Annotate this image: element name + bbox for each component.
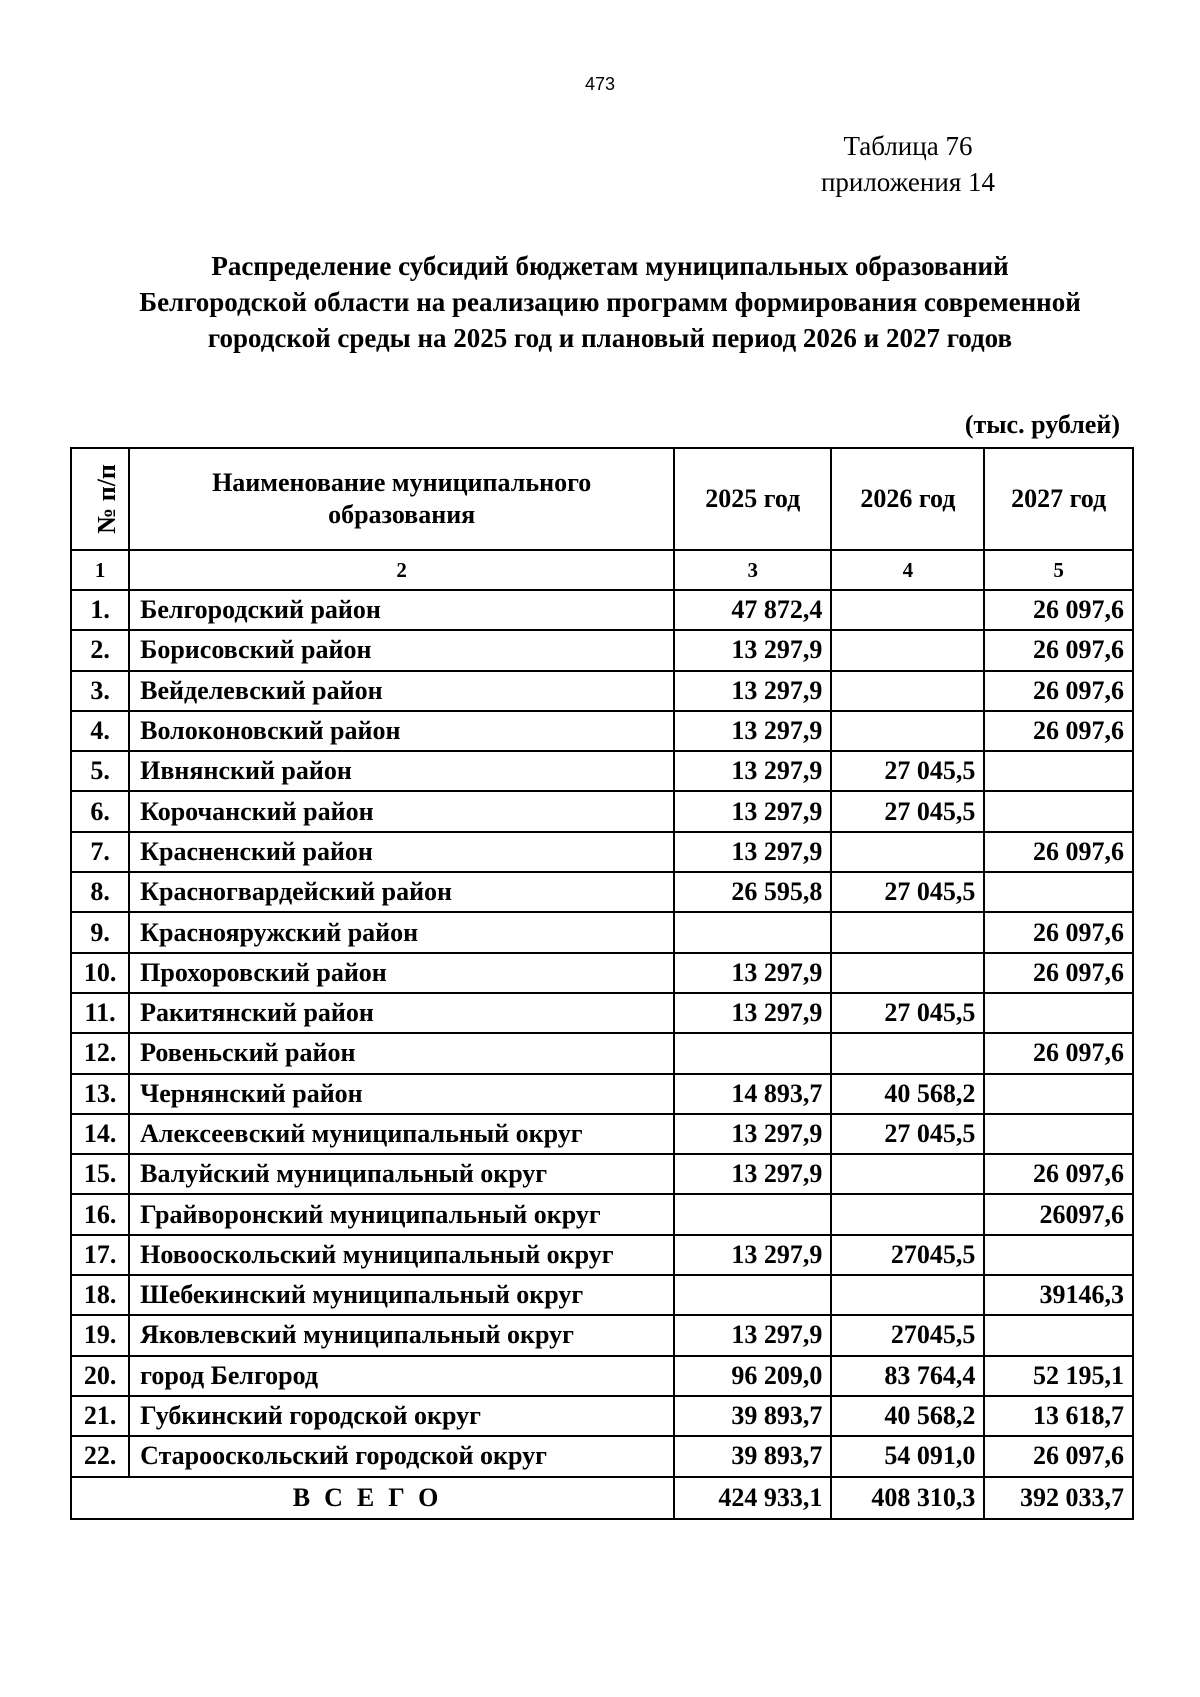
table-row (71, 630, 1133, 670)
table-row (71, 1315, 1133, 1355)
row-name: Алексеевский муниципальный округ (129, 1114, 674, 1154)
row-number: 21. (71, 1396, 129, 1436)
row-value-2026: 40 568,2 (831, 1074, 984, 1114)
row-number: 3. (71, 671, 129, 711)
table-row (71, 1396, 1133, 1436)
row-value-2027: 52 195,1 (984, 1356, 1133, 1396)
row-number: 16. (71, 1194, 129, 1234)
header-row (71, 448, 1133, 550)
row-number: 6. (71, 791, 129, 831)
row-name: Яковлевский муниципальный округ (129, 1315, 674, 1355)
row-name: Ивнянский район (129, 751, 674, 791)
subsidy-table (70, 447, 1134, 1520)
row-value-2026 (831, 1033, 984, 1073)
row-number: 14. (71, 1114, 129, 1154)
row-value-2026: 83 764,4 (831, 1356, 984, 1396)
row-value-2027: 39146,3 (984, 1275, 1133, 1315)
header-name (129, 448, 674, 550)
table-row (71, 1275, 1133, 1315)
row-value-2025: 13 297,9 (674, 711, 831, 751)
row-name: Корочанский район (129, 791, 674, 831)
row-name: город Белгород (129, 1356, 674, 1396)
row-value-2026: 40 568,2 (831, 1396, 984, 1436)
row-name: Белгородский район (129, 590, 674, 630)
row-name: Новооскольский муниципальный округ (129, 1235, 674, 1275)
column-number: 5 (984, 550, 1133, 590)
row-value-2027 (984, 872, 1133, 912)
table-row (71, 671, 1133, 711)
table-row (71, 1194, 1133, 1234)
table-row (71, 751, 1133, 791)
row-value-2026: 27 045,5 (831, 791, 984, 831)
row-value-2027: 26 097,6 (984, 711, 1133, 751)
column-number: 1 (71, 550, 129, 590)
column-numbers-row (71, 550, 1133, 590)
table-row (71, 711, 1133, 751)
row-value-2025: 13 297,9 (674, 1235, 831, 1275)
row-number: 1. (71, 590, 129, 630)
table-row (71, 1074, 1133, 1114)
table-row (71, 1114, 1133, 1154)
row-value-2026: 27 045,5 (831, 1114, 984, 1154)
row-value-2027: 26 097,6 (984, 1154, 1133, 1194)
table-row (71, 791, 1133, 831)
row-value-2025: 39 893,7 (674, 1436, 831, 1476)
header-2025: 2025 год (674, 448, 831, 550)
row-value-2027 (984, 791, 1133, 831)
row-value-2025: 39 893,7 (674, 1396, 831, 1436)
row-number: 2. (71, 630, 129, 670)
row-value-2027 (984, 1235, 1133, 1275)
table-reference (821, 128, 995, 200)
row-value-2025: 14 893,7 (674, 1074, 831, 1114)
row-number: 18. (71, 1275, 129, 1315)
row-value-2025: 13 297,9 (674, 1114, 831, 1154)
row-value-2026 (831, 630, 984, 670)
table-row (71, 872, 1133, 912)
row-value-2027: 26 097,6 (984, 671, 1133, 711)
row-value-2026 (831, 953, 984, 993)
row-value-2026 (831, 1194, 984, 1234)
title-line2: Белгородской области на реализацию программ формирования современной (139, 287, 1081, 317)
total-label: ВСЕГО (71, 1477, 674, 1519)
header-2026: 2026 год (831, 448, 984, 550)
row-number: 12. (71, 1033, 129, 1073)
row-value-2026: 27 045,5 (831, 872, 984, 912)
row-value-2025: 13 297,9 (674, 832, 831, 872)
row-name: Ровеньский район (129, 1033, 674, 1073)
column-number: 4 (831, 550, 984, 590)
row-value-2027: 26 097,6 (984, 912, 1133, 952)
row-value-2025: 13 297,9 (674, 953, 831, 993)
row-number: 9. (71, 912, 129, 952)
row-value-2026: 27 045,5 (831, 751, 984, 791)
row-value-2027 (984, 1074, 1133, 1114)
row-value-2027: 26 097,6 (984, 590, 1133, 630)
row-name: Губкинский городской округ (129, 1396, 674, 1436)
row-number: 19. (71, 1315, 129, 1355)
row-name: Грайворонский муниципальный округ (129, 1194, 674, 1234)
row-value-2026 (831, 1275, 984, 1315)
row-value-2027: 26 097,6 (984, 1033, 1133, 1073)
row-value-2027: 26097,6 (984, 1194, 1133, 1234)
table-row (71, 912, 1133, 952)
row-value-2025: 13 297,9 (674, 1154, 831, 1194)
row-value-2026 (831, 1154, 984, 1194)
row-number: 5. (71, 751, 129, 791)
row-value-2025 (674, 1033, 831, 1073)
row-name: Чернянский район (129, 1074, 674, 1114)
row-value-2025 (674, 912, 831, 952)
table-ref-line2: приложения 14 (820, 167, 995, 197)
header-name-line1: Наименование муниципального (212, 468, 592, 497)
row-number: 11. (71, 993, 129, 1033)
table-row (71, 1356, 1133, 1396)
table-ref-line1: Таблица 76 (843, 131, 973, 161)
row-number: 13. (71, 1074, 129, 1114)
row-value-2026: 27045,5 (831, 1315, 984, 1355)
row-value-2027 (984, 1315, 1133, 1355)
row-value-2025: 96 209,0 (674, 1356, 831, 1396)
total-2027: 392 033,7 (984, 1477, 1133, 1519)
table-row (71, 953, 1133, 993)
table-row (71, 1235, 1133, 1275)
row-name: Волоконовский район (129, 711, 674, 751)
header-number-label: № п/п (91, 464, 121, 534)
row-value-2026: 27045,5 (831, 1235, 984, 1275)
column-number: 3 (674, 550, 831, 590)
table-row (71, 832, 1133, 872)
title-line1: Распределение субсидий бюджетам муниципальных образований (211, 251, 1009, 281)
table-row (71, 1033, 1133, 1073)
row-value-2027: 26 097,6 (984, 1436, 1133, 1476)
page-number: 473 (584, 74, 616, 94)
header-name-line2: образования (328, 500, 476, 529)
table-row (71, 1436, 1133, 1476)
row-value-2026 (831, 590, 984, 630)
row-value-2027 (984, 993, 1133, 1033)
row-number: 15. (71, 1154, 129, 1194)
row-name: Вейделевский район (129, 671, 674, 711)
row-value-2025 (674, 1194, 831, 1234)
total-2025: 424 933,1 (674, 1477, 831, 1519)
row-value-2027: 26 097,6 (984, 953, 1133, 993)
row-value-2027: 13 618,7 (984, 1396, 1133, 1436)
row-value-2026: 54 091,0 (831, 1436, 984, 1476)
row-value-2025: 13 297,9 (674, 791, 831, 831)
total-2026: 408 310,3 (831, 1477, 984, 1519)
row-value-2025: 13 297,9 (674, 1315, 831, 1355)
row-value-2025 (674, 1275, 831, 1315)
row-value-2027: 26 097,6 (984, 832, 1133, 872)
row-name: Красненский район (129, 832, 674, 872)
row-number: 22. (71, 1436, 129, 1476)
row-number: 7. (71, 832, 129, 872)
row-value-2027 (984, 751, 1133, 791)
total-row (71, 1477, 1133, 1519)
row-name: Ракитянский район (129, 993, 674, 1033)
row-value-2025: 13 297,9 (674, 671, 831, 711)
table-body (71, 590, 1133, 1477)
row-number: 17. (71, 1235, 129, 1275)
row-name: Борисовский район (129, 630, 674, 670)
header-2027: 2027 год (984, 448, 1133, 550)
row-name: Шебекинский муниципальный округ (129, 1275, 674, 1315)
row-value-2025: 26 595,8 (674, 872, 831, 912)
title-line3: городской среды на 2025 год и плановый период 2026 и 2027 годов (207, 323, 1013, 353)
row-value-2025: 13 297,9 (674, 751, 831, 791)
row-value-2025: 47 872,4 (674, 590, 831, 630)
row-name: Прохоровский район (129, 953, 674, 993)
row-value-2025: 13 297,9 (674, 993, 831, 1033)
table-row (71, 993, 1133, 1033)
row-name: Валуйский муниципальный округ (129, 1154, 674, 1194)
row-name: Старооскольский городской округ (129, 1436, 674, 1476)
row-value-2027: 26 097,6 (984, 630, 1133, 670)
header-number (71, 448, 129, 550)
row-number: 10. (71, 953, 129, 993)
column-number: 2 (129, 550, 674, 590)
units-label: (тыс. рублей) (964, 410, 1120, 439)
row-name: Красногвардейский район (129, 872, 674, 912)
row-value-2027 (984, 1114, 1133, 1154)
row-value-2026 (831, 671, 984, 711)
row-value-2025: 13 297,9 (674, 630, 831, 670)
row-number: 8. (71, 872, 129, 912)
row-value-2026 (831, 912, 984, 952)
row-number: 20. (71, 1356, 129, 1396)
row-value-2026 (831, 832, 984, 872)
row-value-2026 (831, 711, 984, 751)
table-row (71, 1154, 1133, 1194)
document-title (90, 248, 1130, 356)
row-value-2026: 27 045,5 (831, 993, 984, 1033)
row-number: 4. (71, 711, 129, 751)
table-row (71, 590, 1133, 630)
row-name: Краснояружский район (129, 912, 674, 952)
